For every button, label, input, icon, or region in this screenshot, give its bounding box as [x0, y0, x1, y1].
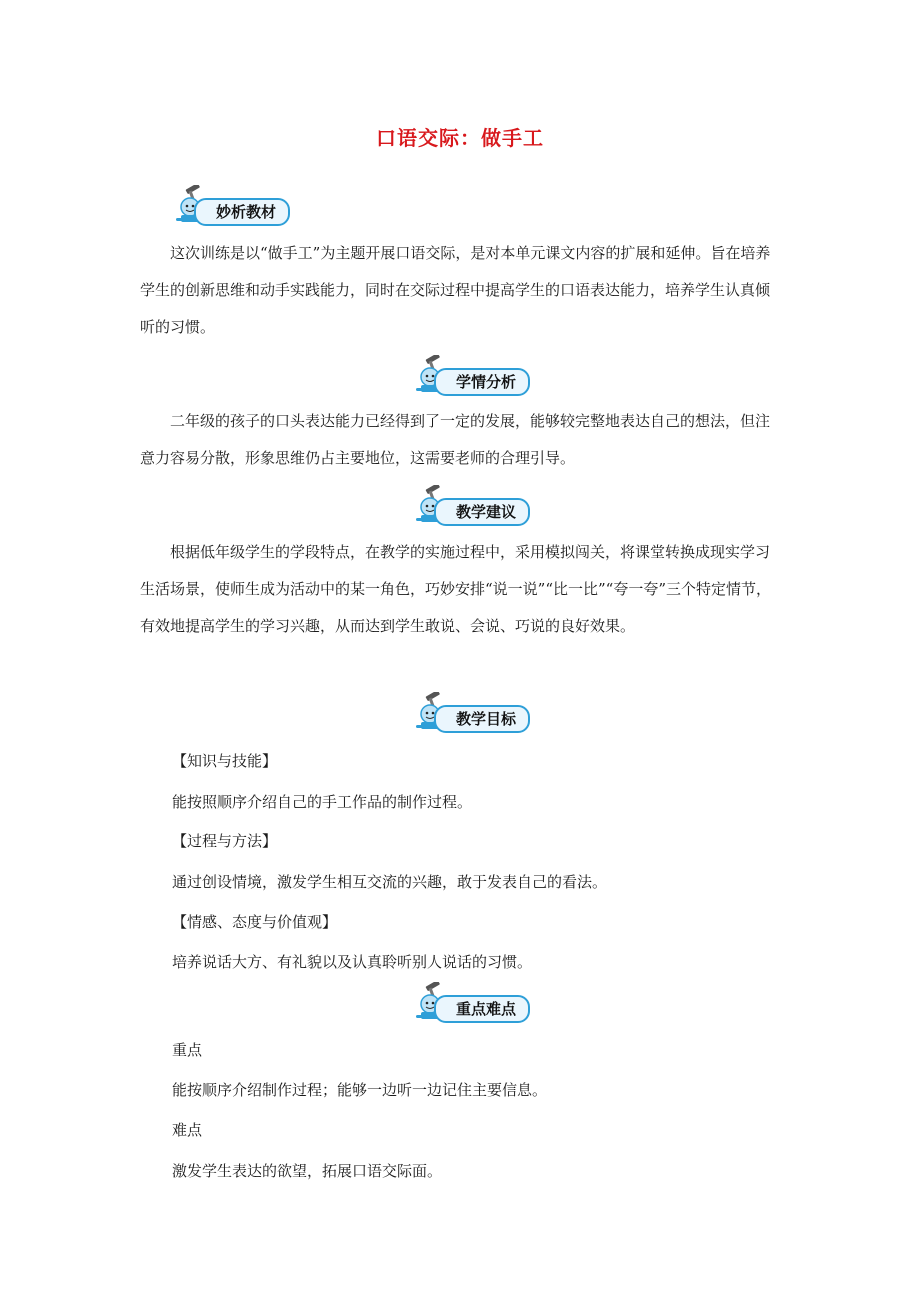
keypoints-item: 重点	[172, 1041, 203, 1059]
section-heading-label: 学情分析	[434, 368, 530, 396]
keypoints-item: 激发学生表达的欲望，拓展口语交际面。	[172, 1162, 443, 1180]
section-heading-label: 重点难点	[434, 995, 530, 1023]
keypoints-item: 难点	[172, 1121, 203, 1139]
goals-item: 通过创设情境，激发学生相互交流的兴趣，敢于发表自己的看法。	[172, 873, 608, 891]
goals-item: 能按照顺序介绍自己的手工作品的制作过程。	[172, 793, 473, 811]
advice-paragraph: 根据低年级学生的学段特点，在教学的实施过程中，采用模拟闯关，将课堂转换成现实学习生活场景，使师生成为活动中的某一角色，巧妙安排“说一说”“比一比”“夸一夸”三个特定情节，有效地提高学生的学习兴趣，从而达到学生敢说、会说、巧说的良好效果。	[140, 543, 772, 635]
analysis-paragraph: 这次训练是以“做手工”为主题开展口语交际，是对本单元课文内容的扩展和延伸。旨在培养学生的创新思维和动手实践能力，同时在交际过程中提高学生的口语表达能力，培养学生认真倾听的习惯。	[140, 244, 771, 336]
goals-item: 【知识与技能】	[172, 752, 278, 770]
section-heading-label: 教学目标	[434, 705, 530, 733]
goals-item: 【过程与方法】	[172, 832, 278, 850]
goals-item: 培养说话大方、有礼貌以及认真聆听别人说话的习惯。	[172, 953, 533, 971]
learning-paragraph: 二年级的孩子的口头表达能力已经得到了一定的发展，能够较完整地表达自己的想法，但注意力容易分散，形象思维仍占主要地位，这需要老师的合理引导。	[140, 412, 771, 467]
keypoints-item: 能按顺序介绍制作过程；能够一边听一边记住主要信息。	[172, 1081, 548, 1099]
section-heading-label: 教学建议	[434, 498, 530, 526]
section-heading-label: 妙析教材	[194, 198, 290, 226]
goals-item: 【情感、态度与价值观】	[172, 913, 338, 931]
page-title: 口语交际：做手工	[376, 126, 544, 150]
